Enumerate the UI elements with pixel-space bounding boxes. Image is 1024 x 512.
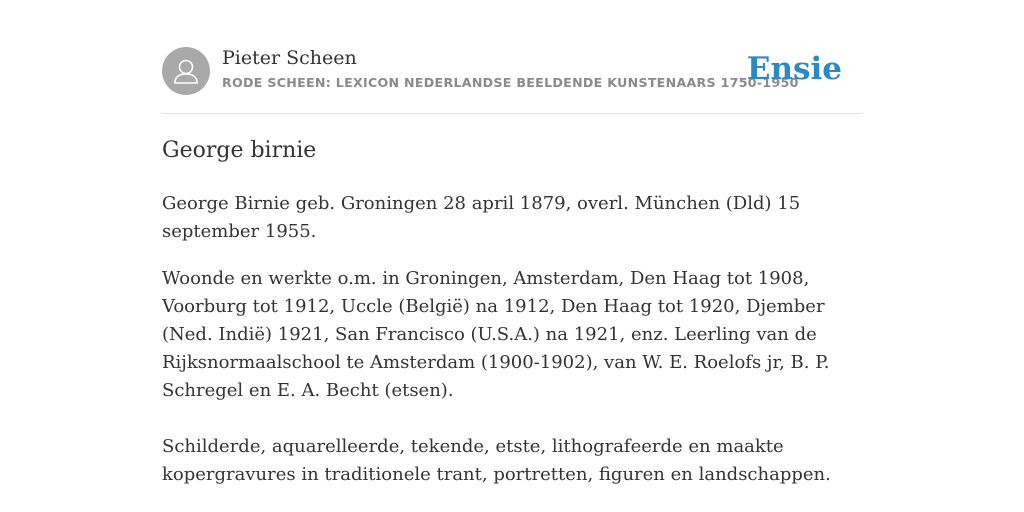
user-icon [162, 47, 210, 95]
paragraph: George Birnie geb. Groningen 28 april 1879, overl. München (Dld) 15 september 1955. [162, 193, 801, 242]
header-divider [162, 113, 862, 114]
paragraph: Schilderde, aquarelleerde, tekende, etste, lithografeerde en maakte kopergravures in traditionele trant, portretten, figuren en landschappen. [162, 436, 831, 485]
page-title: George birnie [162, 138, 317, 163]
brand-logo[interactable]: Ensie [746, 51, 842, 87]
article-body [162, 190, 862, 508]
source-title[interactable]: RODE SCHEEN: LEXICON NEDERLANDSE BEELDENDE KUNSTENAARS 1750-1950 [222, 75, 799, 90]
author-name[interactable]: Pieter Scheen [222, 47, 357, 69]
article-header [162, 46, 862, 96]
avatar[interactable] [162, 47, 210, 95]
paragraph: Woonde en werkte o.m. in Groningen, Amsterdam, Den Haag tot 1908, Voorburg tot 1912, Uccle (België) na 1912, Den Haag tot 1920, Djember (Ned. Indië) 1921, San Francisco (U.S.A.) na 1921, enz. Leerling van de Rijksnormaalschool te Amsterdam (1900-1902), van W. E. Roelofs jr, B. P. Schregel en E. A. Becht (etsen). [162, 268, 830, 401]
